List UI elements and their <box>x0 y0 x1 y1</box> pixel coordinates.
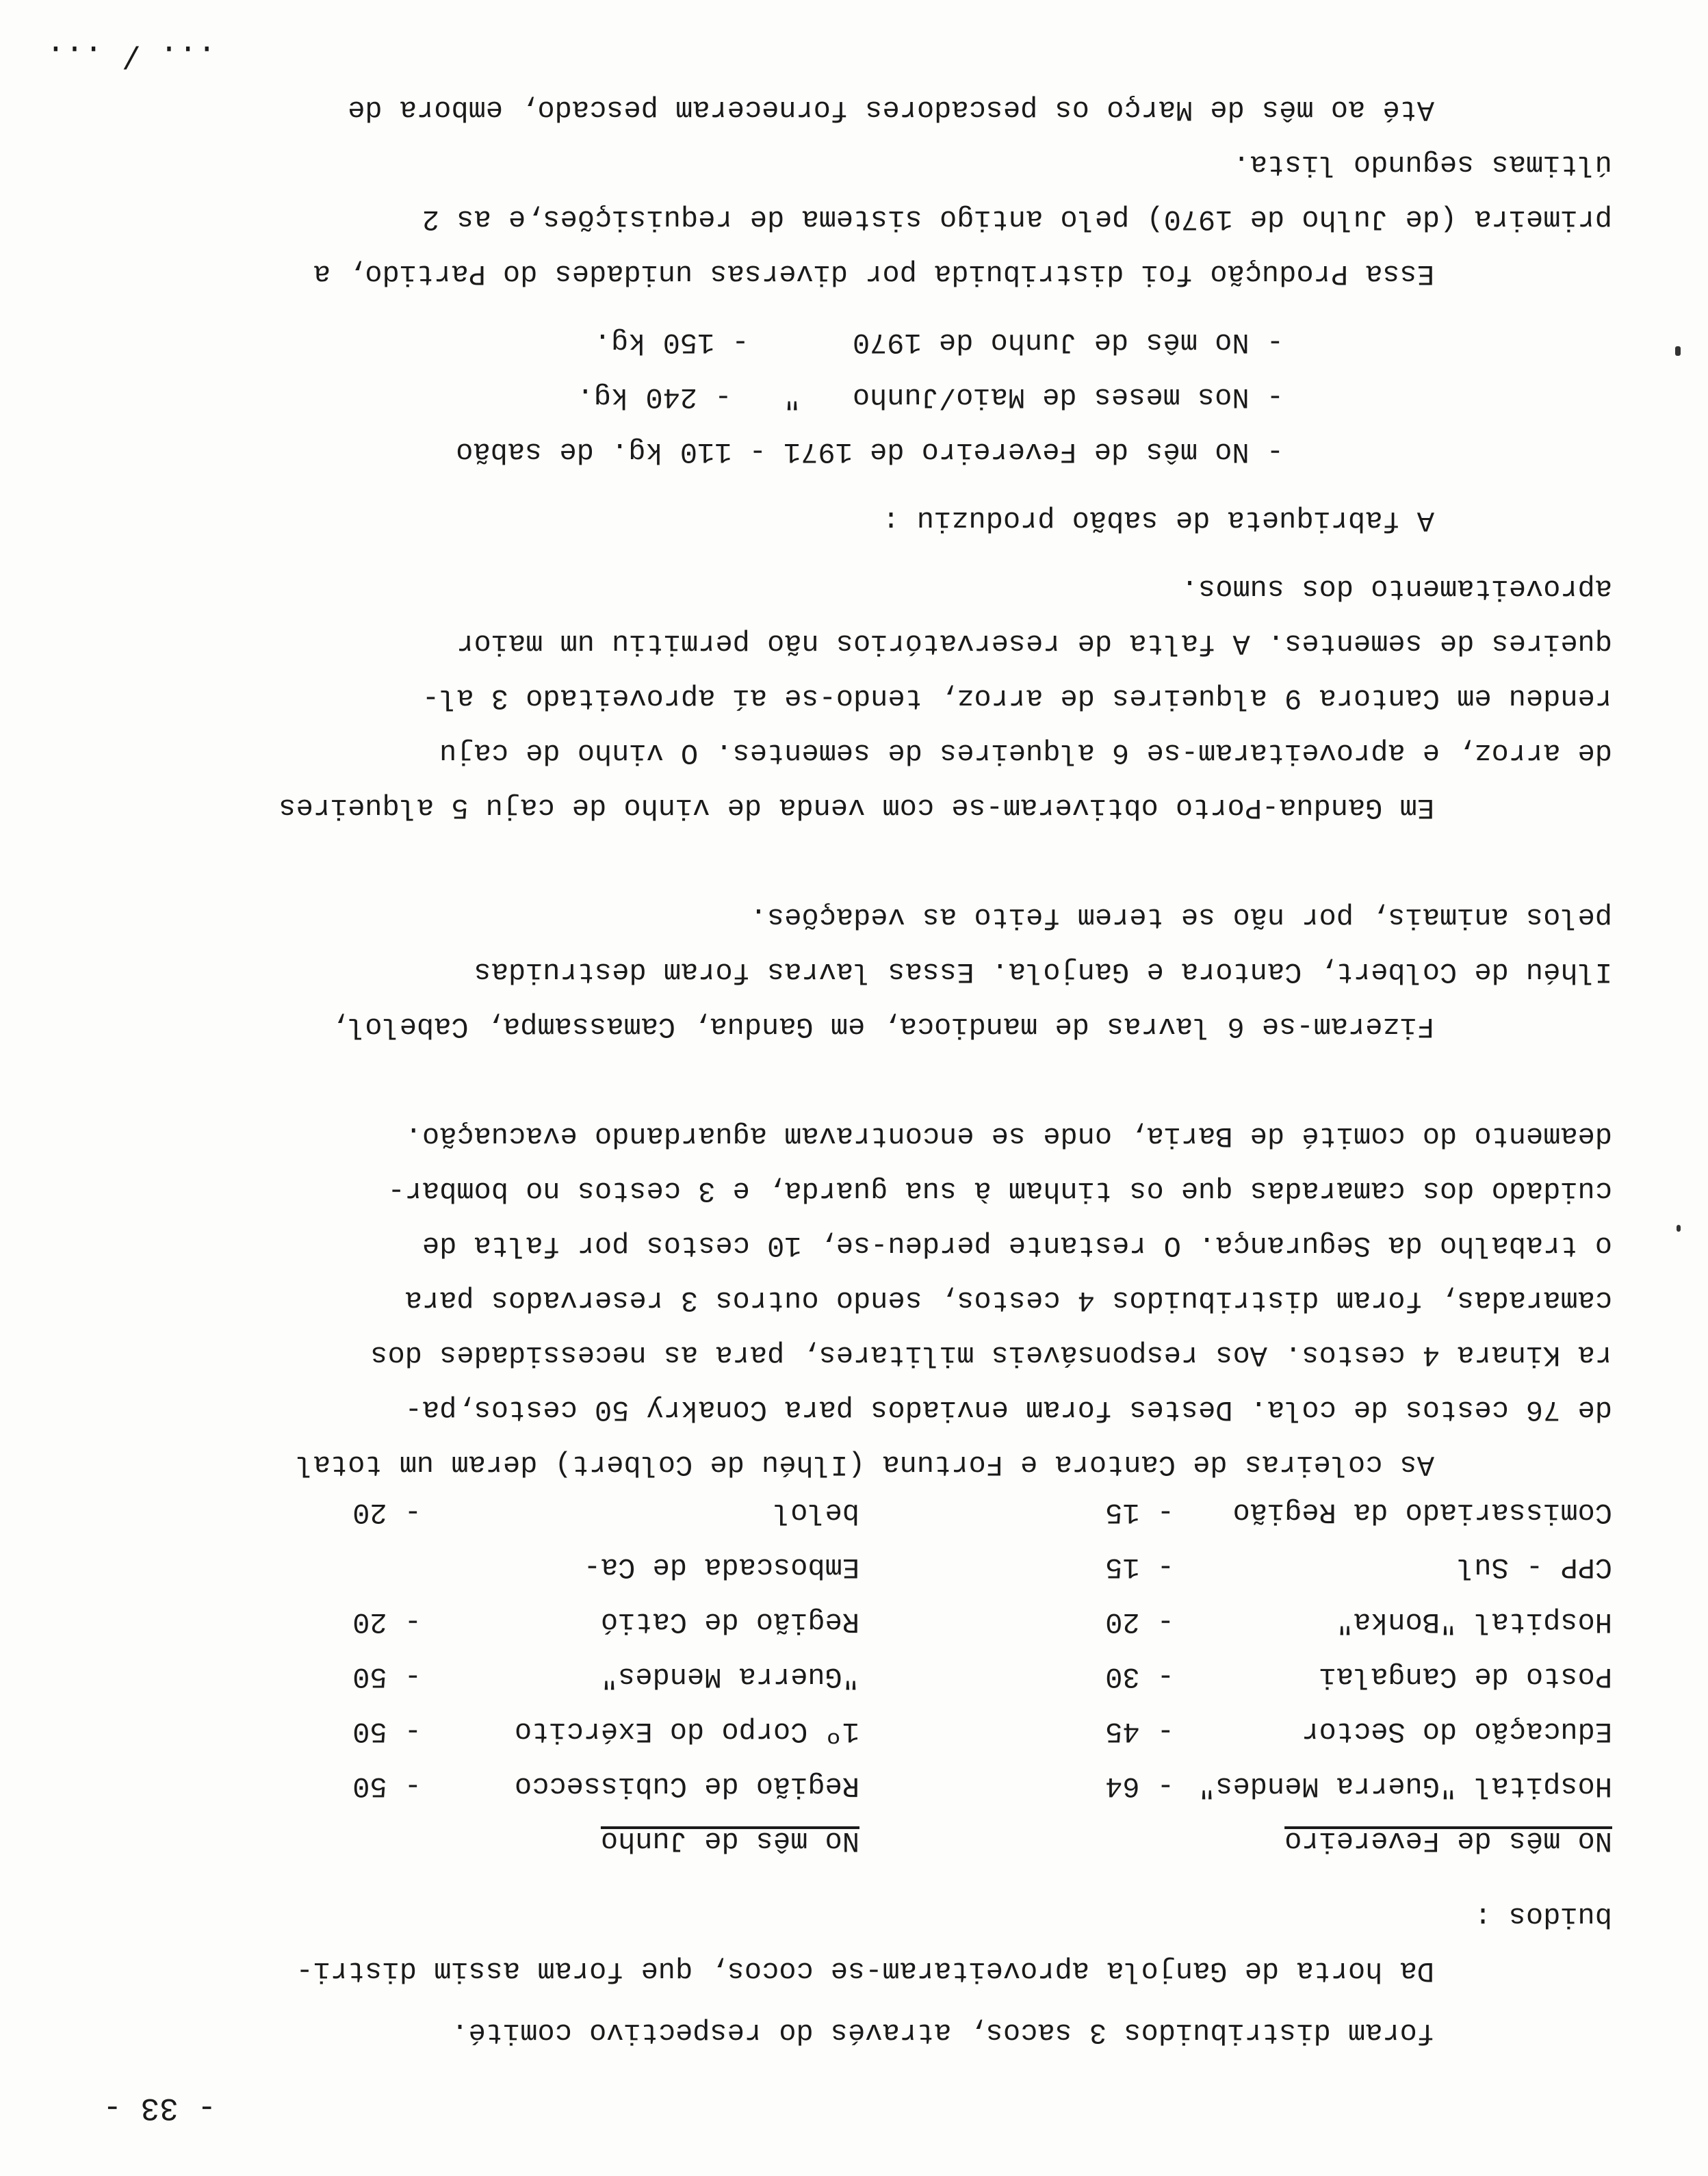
table-row <box>107 1759 1612 1813</box>
table-cell-value: - 15 <box>1105 1496 1174 1529</box>
cola-paragraph <box>107 1109 1612 1492</box>
table-cell-value: - 15 <box>1105 1551 1174 1583</box>
distribution-paragraph <box>107 137 1612 301</box>
table-header-row <box>107 1813 1612 1868</box>
table-cell-name: Educação do Sector <box>1302 1715 1612 1748</box>
scan-speck <box>1675 346 1681 356</box>
text-line: aproveitamento dos sumos. <box>1180 572 1612 605</box>
list-item: - No mês de Fevereiro de 1971 - 110 kg. de sabão <box>456 435 1284 468</box>
table-row <box>107 1594 1612 1649</box>
text-line: Essa Produção foi distribuida por diversas unidades do Partido, a <box>313 257 1434 290</box>
text-line: rendeu em Cantora 9 alqueires de arroz, tendo-se aí aproveitado 3 al- <box>422 682 1612 714</box>
text-line: buidos : <box>1474 1900 1612 1932</box>
table-cell-name: Região de Catió <box>600 1605 859 1638</box>
text-line: primeira (de Julho de 1970) pelo antigo sistema de requisições,e as 2 <box>422 203 1612 235</box>
table-cell-name: belol <box>773 1496 859 1529</box>
table-cell-value: - 50 <box>352 1660 422 1693</box>
text-line: ra Kinara 4 cestos. Aos responsáveis militares, para as necessidades dos <box>370 1338 1612 1371</box>
table-header-june: No mês de Junho <box>600 1824 859 1857</box>
intro-line <box>107 2005 1612 2060</box>
table-cell-name: Hospital "Guerra Mendes" <box>1198 1770 1612 1802</box>
table-cell-value <box>285 1540 422 1594</box>
table-cell-value: - 20 <box>1105 1605 1174 1638</box>
table-row <box>107 1704 1612 1759</box>
text-line: Em Gandua-Porto obtiveram-se com venda de vinho de caju 5 alqueires <box>279 791 1434 824</box>
text-line: deamento do comité de Baria, onde se encontravam aguardando evacuação. <box>404 1119 1612 1152</box>
table-cell-value: - 50 <box>352 1715 422 1748</box>
text-line: cuidado dos camaradas que os tinham à sua guarda, e 3 cestos no bombar- <box>387 1174 1612 1207</box>
text-line: Até ao mês de Março os pescadores forneceram pescado, embora de <box>348 93 1434 126</box>
continuation-mark: ... / ... <box>46 37 216 73</box>
table-row <box>107 1649 1612 1704</box>
table-cell-name: Região de Cubissecco <box>514 1770 859 1802</box>
caju-paragraph <box>107 561 1612 835</box>
table-cell-value: - 50 <box>352 1770 422 1802</box>
table-cell-value: - 20 <box>352 1496 422 1529</box>
table-row <box>107 1540 1612 1594</box>
text-line: o trabalho da Segurança. O restante perdeu-se, 10 cestos por falta de <box>422 1229 1612 1262</box>
sabao-heading <box>107 493 1612 547</box>
horta-paragraph <box>107 1889 1612 1998</box>
table-cell-name: CPP - Sul <box>1457 1551 1612 1583</box>
text-line: pelos animais, por não se terem feito as vedações. <box>749 901 1612 933</box>
list-item: - No mês de Junho de 1970 - 150 kg. <box>593 326 1284 359</box>
text-line: camaradas, foram distribuidos 4 cestos, sendo outros 3 reservados para <box>404 1284 1612 1317</box>
table-cell-name: "Guerra Mendes" <box>600 1660 859 1693</box>
table-cell-name: 1º Corpo do Exército <box>514 1715 859 1748</box>
table-cell-name: Comissariado da Região <box>1232 1496 1612 1529</box>
mandioca-paragraph <box>107 890 1612 1054</box>
text-line: Da horta de Ganjola aproveitaram-se cocos, que foram assim distri- <box>296 1954 1434 1987</box>
text-line: As coleiras de Cantora e Fortuna (Ilhéu de Colbert) deram um total <box>296 1448 1434 1481</box>
text-line: Ilhéu de Colbert, Cantora e Ganjola. Essas lavras foram destruidas <box>474 955 1612 988</box>
soap-production-list <box>120 315 1284 479</box>
text-line: Fizeram-se 6 lavras de mandioca, em Gandua, Camassampa, Cabelol, <box>330 1010 1434 1043</box>
text-line: A fabriqueta de sabão produziu : <box>882 504 1434 536</box>
table-cell-value: - 30 <box>1105 1660 1174 1693</box>
text-line: queires de sementes. A falta de reservatórios não permitiu um maior <box>456 627 1612 660</box>
scan-speck <box>1677 1225 1681 1232</box>
list-item: - Nos meses de Maio/Junho " - 240 kg. <box>576 380 1284 413</box>
table-cell-value: - 45 <box>1105 1715 1174 1748</box>
table-cell-name: Hospital "Bonka" <box>1336 1605 1612 1638</box>
text-line: de arroz, e aproveitaram-se 6 alqueires de sementes. O vinho de caju <box>439 736 1612 769</box>
pescado-paragraph <box>107 82 1612 137</box>
text-line: foram distribuidos 3 sacos, através do respectivo comité. <box>451 2016 1434 2049</box>
table-header-february: No mês de Fevereiro <box>1284 1824 1612 1857</box>
table-cell-name: Emboscada de Ca- <box>583 1551 859 1583</box>
table-cell-value: - 20 <box>352 1605 422 1638</box>
text-line: de 76 cestos de cola. Destes foram enviados para Conakry 50 cestos,pa- <box>404 1393 1612 1426</box>
table-row <box>107 1485 1612 1540</box>
distribution-table <box>107 1485 1612 1868</box>
table-cell-name: Posto de Cangalai <box>1319 1660 1612 1693</box>
page-number: - 33 - <box>103 2090 216 2125</box>
table-cell-value: - 64 <box>1105 1770 1174 1802</box>
text-line: últimas segundo lista. <box>1232 148 1612 181</box>
